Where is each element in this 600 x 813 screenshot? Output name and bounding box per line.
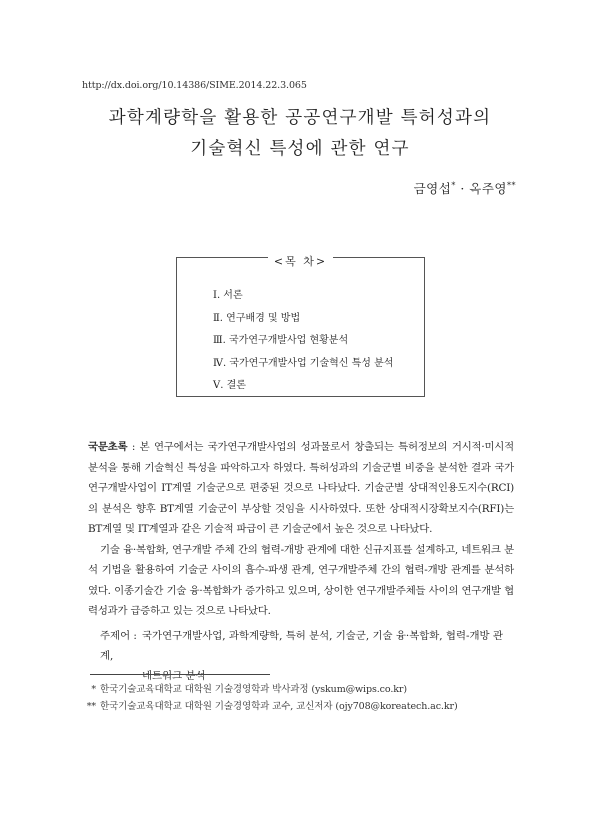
toc-item: Ⅰ. 서론 — [213, 290, 243, 301]
toc-list — [213, 286, 393, 399]
toc-heading-wrap — [177, 250, 424, 269]
footnote-divider — [90, 674, 270, 675]
footnote-2 — [82, 698, 458, 712]
abstract-colon: : — [127, 441, 140, 453]
footnote-text: 한국기술교육대학교 대학원 기술경영학과 교수, 교신저자 (ojy708@koreatech.ac.kr) — [100, 701, 458, 712]
keywords-line-1 — [100, 626, 516, 666]
author-footnote-mark: ** — [507, 180, 516, 190]
footnote-mark: * — [91, 684, 96, 695]
footnote-1 — [82, 681, 407, 695]
table-of-contents — [176, 257, 425, 397]
author-name: 옥주영 — [469, 181, 507, 196]
keywords-label: 주제어 : — [100, 630, 137, 642]
toc-heading: <목 차> — [268, 255, 333, 268]
paper-title-line-1: 과학계량학을 활용한 공공연구개발 특허성과의 — [108, 108, 492, 128]
author-separator: · — [455, 181, 470, 196]
paper-title-line-2: 기술혁신 특성에 관한 연구 — [190, 139, 410, 159]
abstract-paragraph-2: 기술 융·복합화, 연구개발 주체 간의 협력-개방 관계에 대한 신규지표를 설계하고, 네트워크 분석 기법을 활용하여 기술군 사이의 흡수-파생 관계, 연구개발주체 간의 협력-개방 관계를 분석하였다. 이종기술간 기술 융·복합화가 증가하고 있으며, 상이한 연구개발주체들 사이의 연구개발 협력성과가 급증하고 있는 것으로 나타났다. — [88, 543, 514, 617]
author-footnote-mark: * — [451, 180, 456, 190]
abstract-label: 국문초록 — [88, 441, 128, 453]
toc-item: Ⅲ. 국가연구개발사업 현황분석 — [213, 335, 349, 346]
toc-item: Ⅳ. 국가연구개발사업 기술혁신 특성 분석 — [213, 357, 394, 369]
toc-item: Ⅴ. 결론 — [213, 380, 246, 391]
author-name: 금영섭 — [413, 181, 452, 196]
abstract — [88, 437, 514, 622]
keywords-line-2: 네트워크 분석 — [142, 670, 206, 682]
keywords — [100, 626, 516, 686]
abstract-paragraph-1 — [88, 437, 514, 540]
doi-link[interactable]: http://dx.doi.org/10.14386/SIME.2014.22.3.065 — [82, 80, 307, 91]
abstract-text-1: 본 연구에서는 국가연구개발사업의 성과물로서 창출되는 특허정보의 거시적·미시적 분석을 통해 기술혁신 특성을 파악하고자 하였다. 특허성과의 기술군별 비중을 분석한 결과 국가연구개발사업이 IT계열 기술군으로 편중된 것으로 나타났다. 기술군별 상대적인용도지수(RCI)의 분석은 향후 BT계열 기술군이 부상할 것임을 시사하였다. 또한 상대적시장확보지수(RFI)는 BT계열 및 IT계열과 같은 기술적 파급이 큰 기술군에서 높은 것으로 나타났다. — [88, 441, 514, 535]
footnote-text: 한국기술교육대학교 대학원 기술경영학과 박사과정 (yskum@wips.co.kr) — [100, 684, 407, 695]
toc-item: Ⅱ. 연구배경 및 방법 — [213, 312, 301, 324]
footnote-mark: ** — [86, 701, 96, 712]
keywords-text: 국가연구개발사업, 과학계량학, 특허 분석, 기술군, 기술 융·복합화, 협력-개방 관계, — [100, 630, 503, 662]
author-list — [414, 179, 516, 197]
